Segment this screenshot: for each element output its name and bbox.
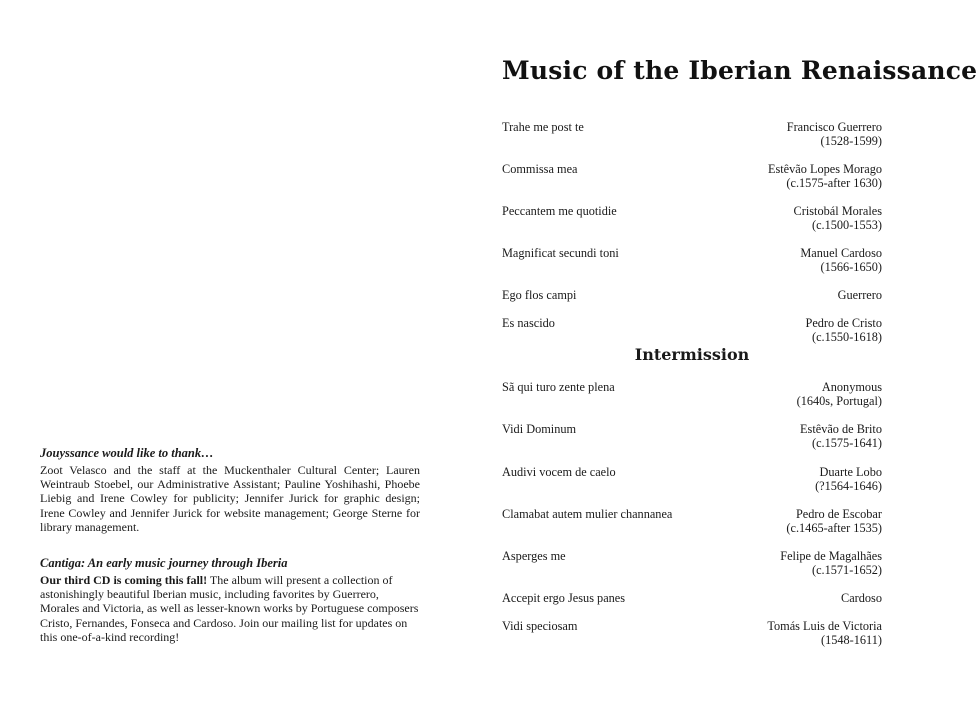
composer-dates: (1566-1650): [820, 260, 882, 274]
composer-info: [794, 204, 882, 232]
composer-dates: (1528-1599): [820, 134, 882, 148]
composer-dates: (c.1500-1553): [811, 218, 882, 232]
composer-info: [815, 465, 882, 493]
composer-info: [786, 507, 882, 535]
composer-name: Duarte Lobo: [819, 465, 882, 479]
cd-text: [40, 573, 420, 644]
program-title: Music of the Iberian Renaissance: [502, 56, 977, 85]
composer-name: Estêvão de Brito: [800, 422, 882, 436]
composer-dates: (c.1575-after 1630): [786, 176, 882, 190]
piece-title: Ego flos campi: [502, 288, 577, 302]
composer-info: [838, 288, 882, 302]
composer-info: [841, 591, 882, 605]
composer-name: Pedro de Cristo: [805, 316, 882, 330]
composer-name: Tomás Luis de Victoria: [767, 619, 882, 633]
piece-title: Clamabat autem mulier channanea: [502, 507, 673, 521]
intermission-heading: Intermission: [634, 345, 750, 364]
acknowledgements-heading: Jouyssance would like to thank…: [40, 446, 214, 460]
composer-info: [780, 549, 882, 577]
composer-name: Estêvão Lopes Morago: [767, 162, 882, 176]
composer-dates: (c.1550-1618): [811, 330, 882, 344]
composer-dates: (?1564-1646): [815, 479, 882, 493]
piece-title: Vidi speciosam: [502, 619, 578, 633]
piece-title: Sã qui turo zente plena: [502, 380, 615, 394]
acknowledgements-section: [40, 446, 420, 534]
cd-heading: Cantiga: An early music journey through Iberia: [40, 556, 288, 570]
composer-dates: (c.1575-1641): [811, 436, 882, 450]
composer-info: [800, 422, 882, 450]
composer-info: [797, 380, 882, 408]
piece-title: Commissa mea: [502, 162, 578, 176]
piece-title: Audivi vocem de caelo: [502, 465, 616, 479]
piece-title: Trahe me post te: [502, 120, 584, 134]
piece-title: Vidi Dominum: [502, 422, 577, 436]
composer-dates: (c.1465-after 1535): [786, 521, 882, 535]
composer-info: [800, 246, 882, 274]
composer-info: [768, 162, 882, 190]
composer-info: [767, 619, 882, 647]
composer-dates: (1548-1611): [820, 633, 882, 647]
composer-name: Pedro de Escobar: [795, 507, 882, 521]
cd-body-text: The album will present a collection of astonishingly beautiful Iberian music, including favorites by Guerrero, Morales and Victoria, as well as lesser-known works by Portuguese composers Cristo, Fernandes, Fonseca and Cardoso. Join our mailing list for updates on this one-of-a-kind recording!: [40, 573, 419, 644]
composer-name: Anonymous: [821, 380, 882, 394]
composer-dates: (c.1571-1652): [811, 563, 882, 577]
piece-title: Es nascido: [502, 316, 555, 330]
acknowledgements-text: Zoot Velasco and the staff at the Muckenthaler Cultural Center; Lauren Weintraub Stoebel, our Administrative Assistant; Pauline Yoshihashi, Phoebe Liebig and Irene Cowley for publicity; Jennifer Jurick for graphic design; Irene Cowley and Jennifer Jurick for website management; George Sterne for library management.: [40, 463, 420, 534]
piece-title: Asperges me: [502, 549, 566, 563]
cd-announcement-section: [40, 556, 420, 644]
program-page: [502, 0, 977, 706]
composer-name: Cristobál Morales: [793, 204, 882, 218]
composer-name: Manuel Cardoso: [800, 246, 882, 260]
piece-title: Peccantem me quotidie: [502, 204, 617, 218]
cd-lead-text: Our third CD is coming this fall!: [40, 573, 208, 587]
composer-name: Cardoso: [841, 591, 882, 605]
composer-name: Guerrero: [837, 288, 882, 302]
composer-name: Francisco Guerrero: [786, 120, 882, 134]
composer-dates: (1640s, Portugal): [796, 394, 882, 408]
composer-info: [787, 120, 882, 148]
piece-title: Accepit ergo Jesus panes: [502, 591, 626, 605]
piece-title: Magnificat secundi toni: [502, 246, 619, 260]
composer-info: [805, 316, 882, 344]
composer-name: Felipe de Magalhães: [780, 549, 882, 563]
left-page: [40, 0, 420, 706]
